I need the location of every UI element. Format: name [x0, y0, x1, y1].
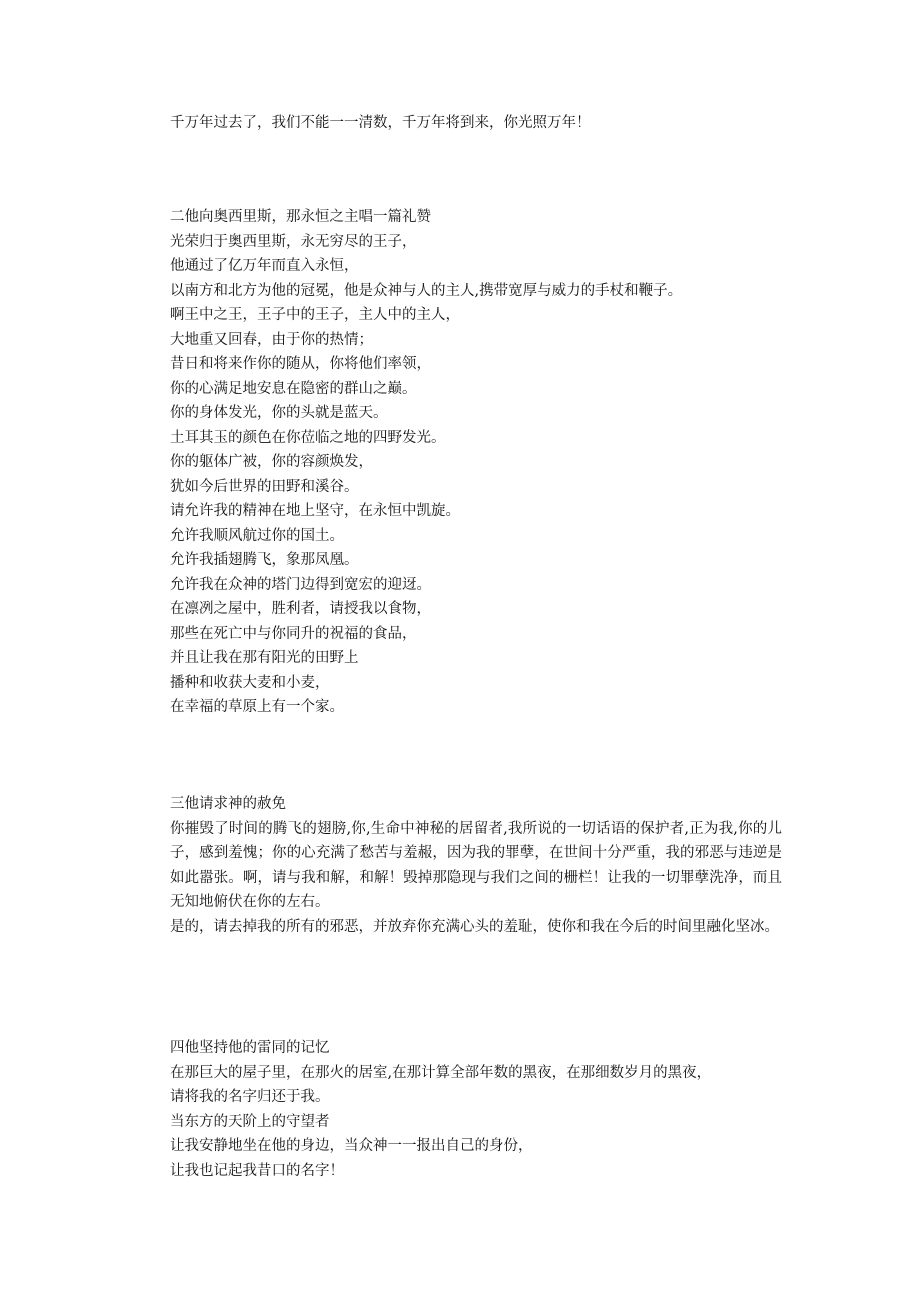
poem-line: 犹如今后世界的田野和溪谷。 — [170, 478, 359, 495]
poem-line: 在那巨大的屋子里，在那火的居室,在那计算全部年数的黑夜，在那细数岁月的黑夜， — [170, 1064, 712, 1081]
poem-line: 你的躯体广被，你的容颜焕发， — [170, 454, 373, 470]
section-heading: 三他请求神的赦免 — [170, 796, 286, 812]
poem-line: 当东方的天阶上的守望者 — [170, 1113, 330, 1130]
poem-line: 请将我的名字归还于我。 — [170, 1089, 330, 1105]
poem-line: 在凛冽之屋中，胜利者，请授我以食物， — [170, 601, 431, 617]
poem-line: 请允许我的精神在地上坚守，在永恒中凯旋。 — [170, 503, 460, 519]
poem-line: 他通过了亿万年而直入永恒， — [170, 258, 359, 274]
poem-line: 光荣归于奥西里斯，永无穷尽的王子， — [170, 233, 417, 250]
poem-line: 并且让我在那有阳光的田野上 — [170, 650, 359, 666]
intro-section — [170, 111, 790, 136]
section-heading: 四他坚持他的雷同的记忆 — [170, 1040, 330, 1056]
poem-line: 播种和收获大麦和小麦， — [170, 674, 330, 691]
section-three — [170, 792, 790, 939]
poem-line: 大地重又回春，由于你的热情； — [170, 331, 373, 348]
prose-paragraph: 是的，请去掉我的所有的邪恶，并放弃你充满心头的羞耻，使你和我在今后的时间里融化坚冰。 — [170, 918, 779, 935]
poem-line: 啊王中之王，王子中的王子，主人中的主人， — [170, 307, 460, 323]
poem-line: 允许我插翅腾飞，象那凤凰。 — [170, 552, 359, 568]
poem-line: 土耳其玉的颜色在你莅临之地的四野发光。 — [170, 429, 446, 446]
poem-line: 你的心满足地安息在隐密的群山之巅。 — [170, 380, 417, 397]
intro-line: 千万年过去了，我们不能一一清数，千万年将到来，你光照万年！ — [170, 115, 591, 131]
poem-line: 让我安静地坐在他的身边，当众神一一报出自己的身份， — [170, 1138, 533, 1154]
poem-line: 你的身体发光，你的头就是蓝天。 — [170, 405, 388, 421]
section-four — [170, 1036, 790, 1183]
section-heading: 二他向奥西里斯，那永恒之主唱一篇礼赞 — [170, 209, 431, 225]
poem-line: 那些在死亡中与你同升的祝福的食品， — [170, 625, 417, 642]
poem-line: 允许我在众神的塔门边得到宽宏的迎迓。 — [170, 576, 431, 593]
section-two — [170, 205, 790, 720]
poem-line: 让我也记起我昔口的名字！ — [170, 1162, 344, 1179]
poem-line: 在幸福的草原上有一个家。 — [170, 699, 344, 715]
poem-line: 以南方和北方为他的冠冕，他是众神与人的主人,携带宽厚与威力的手杖和鞭子。 — [170, 282, 683, 299]
poem-line: 允许我顺风航过你的国土。 — [170, 527, 344, 544]
poem-line: 昔日和将来作你的随从，你将他们率领， — [170, 356, 431, 372]
prose-paragraph: 你摧毁了时间的腾飞的翅膀,你,生命中神秘的居留者,我所说的一切话语的保护者,正为我,你的儿子，感到羞愧；你的心充满了愁苦与羞赧，因为我的罪孽，在世间十分严重，我的邪恶与违逆是如此嚣张。啊，请与我和解，和解！毁掉那隐现与我们之间的栅栏！让我的一切罪孽洗净，而且无知地俯伏在你的左右。 — [170, 820, 782, 910]
